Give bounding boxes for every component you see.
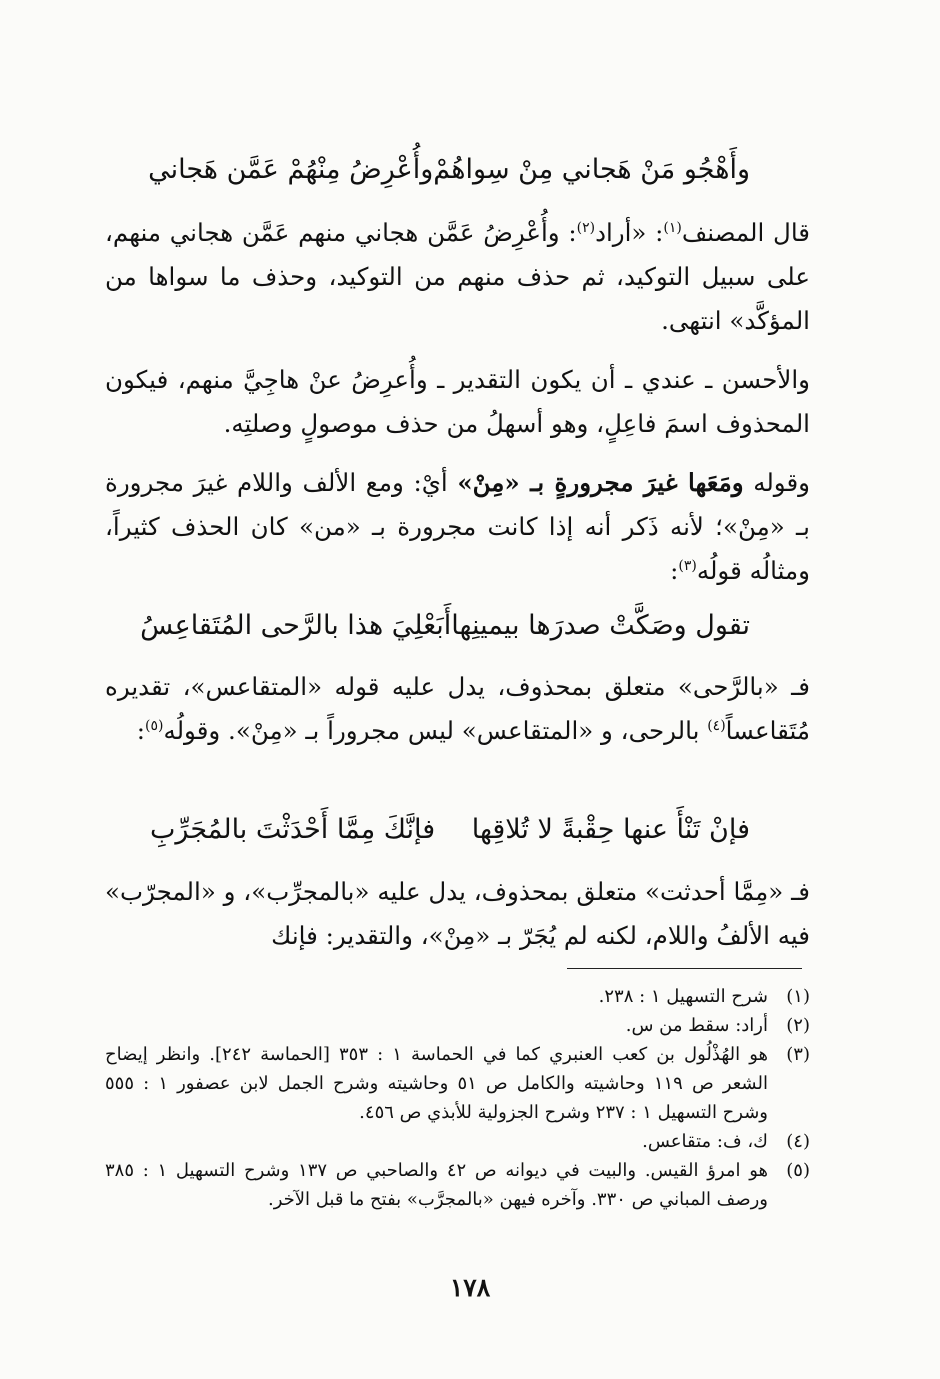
paragraph-2: والأحسن ـ عندي ـ أن يكون التقدير ـ وأُعرِضُ عنْ هاجِيَّ منهم، فيكون المحذوف اسمَ فاعِلٍ، وهو أسهلُ من حذف موصولٍ وصلتِه. [105, 365, 810, 438]
paragraph-3 [105, 461, 810, 593]
footnote-5 [105, 1156, 810, 1214]
footnote-separator [567, 968, 802, 969]
verse-3-first-hemistich: فإنْ تَنْأَ عنها حِقْبةً لا تُلاقِها [471, 814, 750, 845]
paragraph-1-text-c: : وأُعْرِضُ عَمَّن هجاني منهم عَمَّن هجاني منهم، على سبيل التوكيد، ثم حذف منهم من التوكيد، وحذف ما سواها من المؤكَّد» انتهى. [105, 218, 810, 335]
paragraph-4 [105, 665, 810, 753]
verse-1-second-hemistich: وأُعْرِضُ مِنْهُمْ عَمَّن هَجاني [148, 154, 434, 185]
verse-2-second-hemistich: أَبَعْلِيَ هذا بالرَّحى المُتَقاعِسُ [140, 610, 452, 641]
verse-2 [140, 608, 750, 644]
footnote-ref-1: (١) [663, 219, 682, 236]
footnote-ref-4: (٤) [707, 717, 726, 734]
quoted-phrase: ومَعَها غيرَ مجرورةٍ بـ «مِنْ» [457, 468, 744, 497]
verse-1-first-hemistich: وأَهْجُو مَنْ هَجاني مِنْ سِواهُمْ [433, 154, 750, 185]
footnote-4 [105, 1127, 810, 1156]
page-number: ١٧٨ [449, 1273, 491, 1302]
footnote-1 [105, 982, 810, 1011]
footnote-3 [105, 1040, 810, 1127]
footnote-text: أراد: سقط من س. [625, 1015, 768, 1036]
footnote-text: ك، ف: متقاعس. [642, 1131, 768, 1152]
paragraph-1-text-a: قال المصنف [681, 218, 811, 247]
paragraph-4-text-a: فـ «بالرَّحى» متعلق بمحذوف، يدل عليه قوله «المتقاعس»، تقديره مُتَقاعساً [105, 672, 810, 745]
footnote-ref-3: (٣) [678, 557, 697, 574]
verse-3-second-hemistich: فإنَّكَ مِمَّا أَحْدَثْتَ بالمُجَرِّبِ [150, 814, 436, 845]
footnote-number: (٤) [786, 1131, 810, 1152]
paragraph-4-text-b: بالرحى، و «المتقاعس» ليس مجروراً بـ «مِنْ». وقولُه [163, 716, 708, 745]
paragraph-3-text-b: أيْ: ومع الألف واللام غيرَ مجرورة بـ «مِنْ»؛ لأنه ذَكر أنه إذا كانت مجرورة بـ «من» كان الحذف كثيراً، ومثالُه قولُه [105, 468, 810, 585]
footnote-number: (٣) [786, 1044, 810, 1065]
paragraph-1-text-b: : «أراد [595, 218, 664, 247]
paragraph-4-text-c: : [136, 716, 145, 745]
paragraph-3-text-c: : [670, 556, 679, 585]
footnote-number: (٥) [786, 1160, 810, 1181]
verse-2-first-hemistich: تقول وصَكَّتْ صدرَها بيمينِها [451, 610, 750, 641]
footnote-2 [105, 1011, 810, 1040]
footnote-ref-5: (٥) [144, 717, 164, 734]
paragraph-3-text-a: وقوله [743, 468, 811, 497]
verse-1 [150, 152, 750, 188]
footnote-ref-2: (٢) [576, 219, 596, 236]
footnote-text: شرح التسهيل ١ : ٢٣٨. [598, 986, 768, 1007]
footnote-number: (٢) [786, 1015, 810, 1036]
verse-3 [150, 812, 750, 848]
paragraph-1 [105, 211, 810, 343]
paragraph-5: فـ «مِمَّا أحدثت» متعلق بمحذوف، يدل عليه «بالمجرِّب»، و «المجرّب» فيه الألفُ واللام، لكنه لم يُجَرّ بـ «مِنْ»، والتقدير: فإنك [105, 877, 810, 950]
footnote-text: هو الهُذْلُول بن كعب العنبري كما في الحماسة ١ : ٣٥٣ [الحماسة ٢٤٢]. وانظر إيضاح الشعر ص ١١٩ وحاشيته والكامل ص ٥١ وحاشيته وشرح الجمل لابن عصفور ١ : ٥٥٥ وشرح التسهيل ١ : ٢٣٧ وشرح الجزولية للأبذي ص ٤٥٦. [105, 1044, 769, 1123]
footnote-number: (١) [786, 986, 810, 1007]
footnotes [105, 982, 810, 1214]
footnote-text: هو امرؤ القيس. والبيت في ديوانه ص ٤٢ والصاحبي ص ١٣٧ وشرح التسهيل ١ : ٣٨٥ ورصف المباني ص ٣٣٠. وآخره فيهن «بالمجرَّب» بفتح ما قبل الآخر. [105, 1160, 769, 1210]
